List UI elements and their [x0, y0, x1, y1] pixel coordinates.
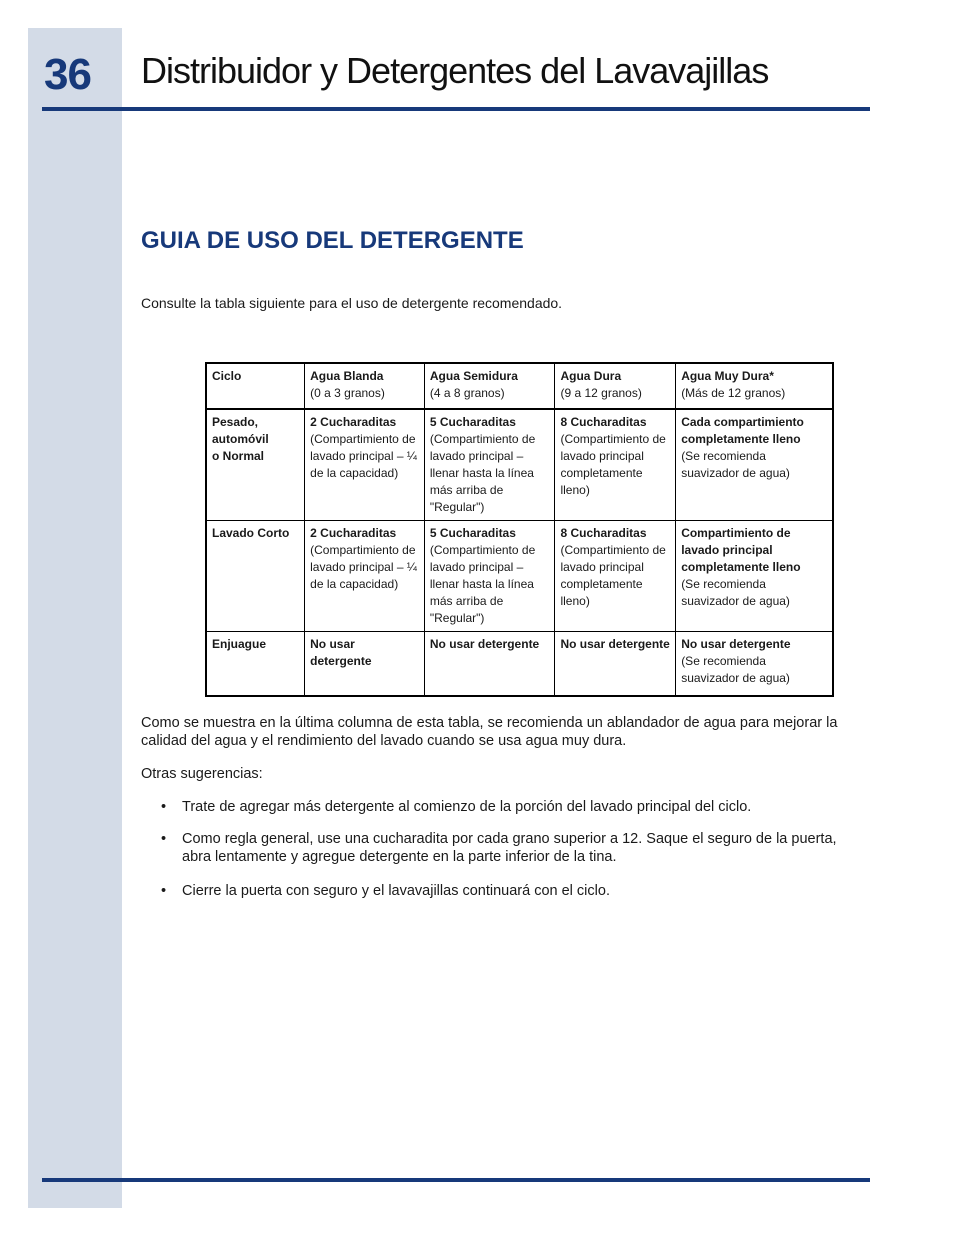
water-softener-note: Como se muestra en la última columna de esta tabla, se recomienda un ablandador de agua para mejorar la calidad del agua y el rendimiento del lavado cuando se usa agua muy dura. [141, 715, 838, 749]
table-row [206, 632, 833, 697]
table-cell: No usar detergente [555, 632, 676, 697]
side-band [28, 28, 122, 1208]
table-row [206, 409, 833, 521]
section-heading: GUIA DE USO DEL DETERGENTE [141, 227, 524, 254]
table-cell: No usar detergente (Se recomienda suavizador de agua) [676, 632, 833, 697]
cycle-cell: Enjuague [206, 632, 305, 697]
table-cell: 2 Cucharaditas (Compartimiento de lavado principal – ¼ de la capacidad) [305, 409, 425, 521]
detergent-guide-table [205, 362, 834, 697]
table-row [206, 521, 833, 632]
header-rule [42, 107, 870, 111]
table-cell: 2 Cucharaditas (Compartimiento de lavado principal – ¼ de la capacidad) [305, 521, 425, 632]
table-cell: 5 Cucharaditas (Compartimiento de lavado principal – llenar hasta la línea más arriba de "Regular") [424, 409, 555, 521]
table-header-row [206, 363, 833, 409]
page-number: 36 [44, 50, 91, 99]
bullet-icon: • [161, 883, 167, 899]
suggestions-label: Otras sugerencias: [141, 766, 263, 782]
table-cell: Compartimiento de lavado principal completamente lleno (Se recomienda suavizador de agua) [676, 521, 833, 632]
header-cell-very-hard: Agua Muy Dura* (Más de 12 granos) [676, 363, 833, 409]
header-cell-hard: Agua Dura (9 a 12 granos) [555, 363, 676, 409]
header-cell-cycle: Ciclo [206, 363, 305, 409]
header-cell-soft: Agua Blanda (0 a 3 granos) [305, 363, 425, 409]
page-title: Distribuidor y Detergentes del Lavavajillas [141, 50, 769, 91]
intro-text: Consulte la tabla siguiente para el uso de detergente recomendado. [141, 295, 563, 311]
table-cell: 8 Cucharaditas (Compartimiento de lavado principal completamente lleno) [555, 521, 676, 632]
table-cell: No usar detergente [424, 632, 555, 697]
table-cell: No usar detergente [305, 632, 425, 697]
cycle-cell: Pesado, automóvil o Normal [206, 409, 305, 521]
footer-rule [42, 1178, 870, 1182]
table-cell: 8 Cucharaditas (Compartimiento de lavado principal completamente lleno) [555, 409, 676, 521]
cycle-cell: Lavado Corto [206, 521, 305, 632]
table-cell: Cada compartimiento completamente lleno (Se recomienda suavizador de agua) [676, 409, 833, 521]
header-cell-semihard: Agua Semidura (4 a 8 granos) [424, 363, 555, 409]
bullet-icon: • [161, 799, 167, 815]
bullet-icon: • [161, 831, 167, 847]
table-cell: 5 Cucharaditas (Compartimiento de lavado principal – llenar hasta la línea más arriba de "Regular") [424, 521, 555, 632]
